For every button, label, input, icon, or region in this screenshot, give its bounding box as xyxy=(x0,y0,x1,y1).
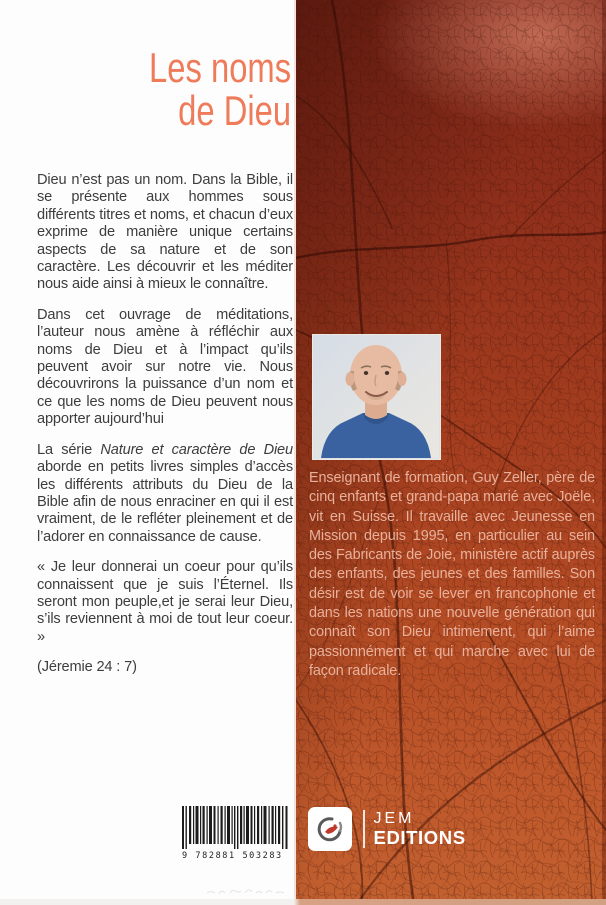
scan-edge-right xyxy=(602,0,606,905)
bible-quote-reference: (Jéremie 24 : 7) xyxy=(37,659,137,676)
left-panel xyxy=(0,0,296,905)
jem-logo-box xyxy=(308,807,352,851)
pencil-marks xyxy=(205,882,305,898)
series-outro: aborde en petits livres simples d’accès les différents attributs du Dieu de la Bible afin de nous enraciner en qui il est vraiment, de le refléter pleinement et de l’adorer en connaissance de cause. xyxy=(37,459,293,545)
panel-seam xyxy=(294,0,296,905)
publisher-separator xyxy=(363,810,365,848)
series-title: Nature et caractère de Dieu xyxy=(100,441,293,458)
isbn-number: 9 782881 503283 xyxy=(182,851,283,861)
author-bio: Enseignant de formation, Guy Zeller, père de cinq enfants et grand-papa marié avec Joële, vit en Suisse. Il travaille avec Jeunesse en Mission depuis 1995, en particulier au sein des Fabricants de Joie, ministère actif auprès des enfants, des jeunes et des familles. Son désir est de voir se lever en francophonie et dans les nations une nouvelle génération qui connaît son Dieu intimement, qui l’aime passionnément et qui marche avec lui de façon radicale. xyxy=(309,470,595,679)
blurb-paragraph-3 xyxy=(37,442,293,546)
back-cover-blurb xyxy=(37,172,293,690)
author-portrait-image xyxy=(313,335,439,458)
book-title-line1: Les noms xyxy=(148,44,291,91)
barcode-bars xyxy=(182,806,288,850)
blurb-paragraph-2: Dans cet ouvrage de méditations, l’auteur nous amène à réfléchir aux noms de Dieu et à l’impact qu’ils peuvent avoir sur notre vie. Nous découvrirons la puissance d’un nom et ce que les noms de Dieu peuvent nous apporter aujourd’hui xyxy=(37,306,293,428)
publisher-name-jem: JEM xyxy=(373,809,415,827)
book-title xyxy=(149,46,291,132)
scan-edge-bottom xyxy=(0,899,606,905)
jem-dove-swirl-icon xyxy=(313,812,347,846)
bible-quote: « Je leur donnerai un coeur pour qu’ils connaissent que je suis l’Éternel. Ils seront mon peuple,et je serai leur Dieu, s’ils reviennent à moi de tout leur coeur. » xyxy=(37,559,293,645)
series-intro: La série xyxy=(37,441,101,458)
barcode xyxy=(182,806,288,861)
book-title-line2: de Dieu xyxy=(178,87,291,134)
publisher-logo xyxy=(308,807,466,851)
blurb-paragraph-1: Dieu n’est pas un nom. Dans la Bible, il se présente aux hommes sous différents titres et noms, et chacun d’eux exprime de manière unique certains aspects de sa nature et de son caractère. Les découvrir et les méditer nous aide ainsi à mieux le connaître. xyxy=(37,172,293,293)
publisher-name-editions: EDITIONS xyxy=(373,826,466,848)
publisher-name xyxy=(374,811,466,848)
right-panel xyxy=(296,0,606,905)
author-photo xyxy=(312,334,441,460)
